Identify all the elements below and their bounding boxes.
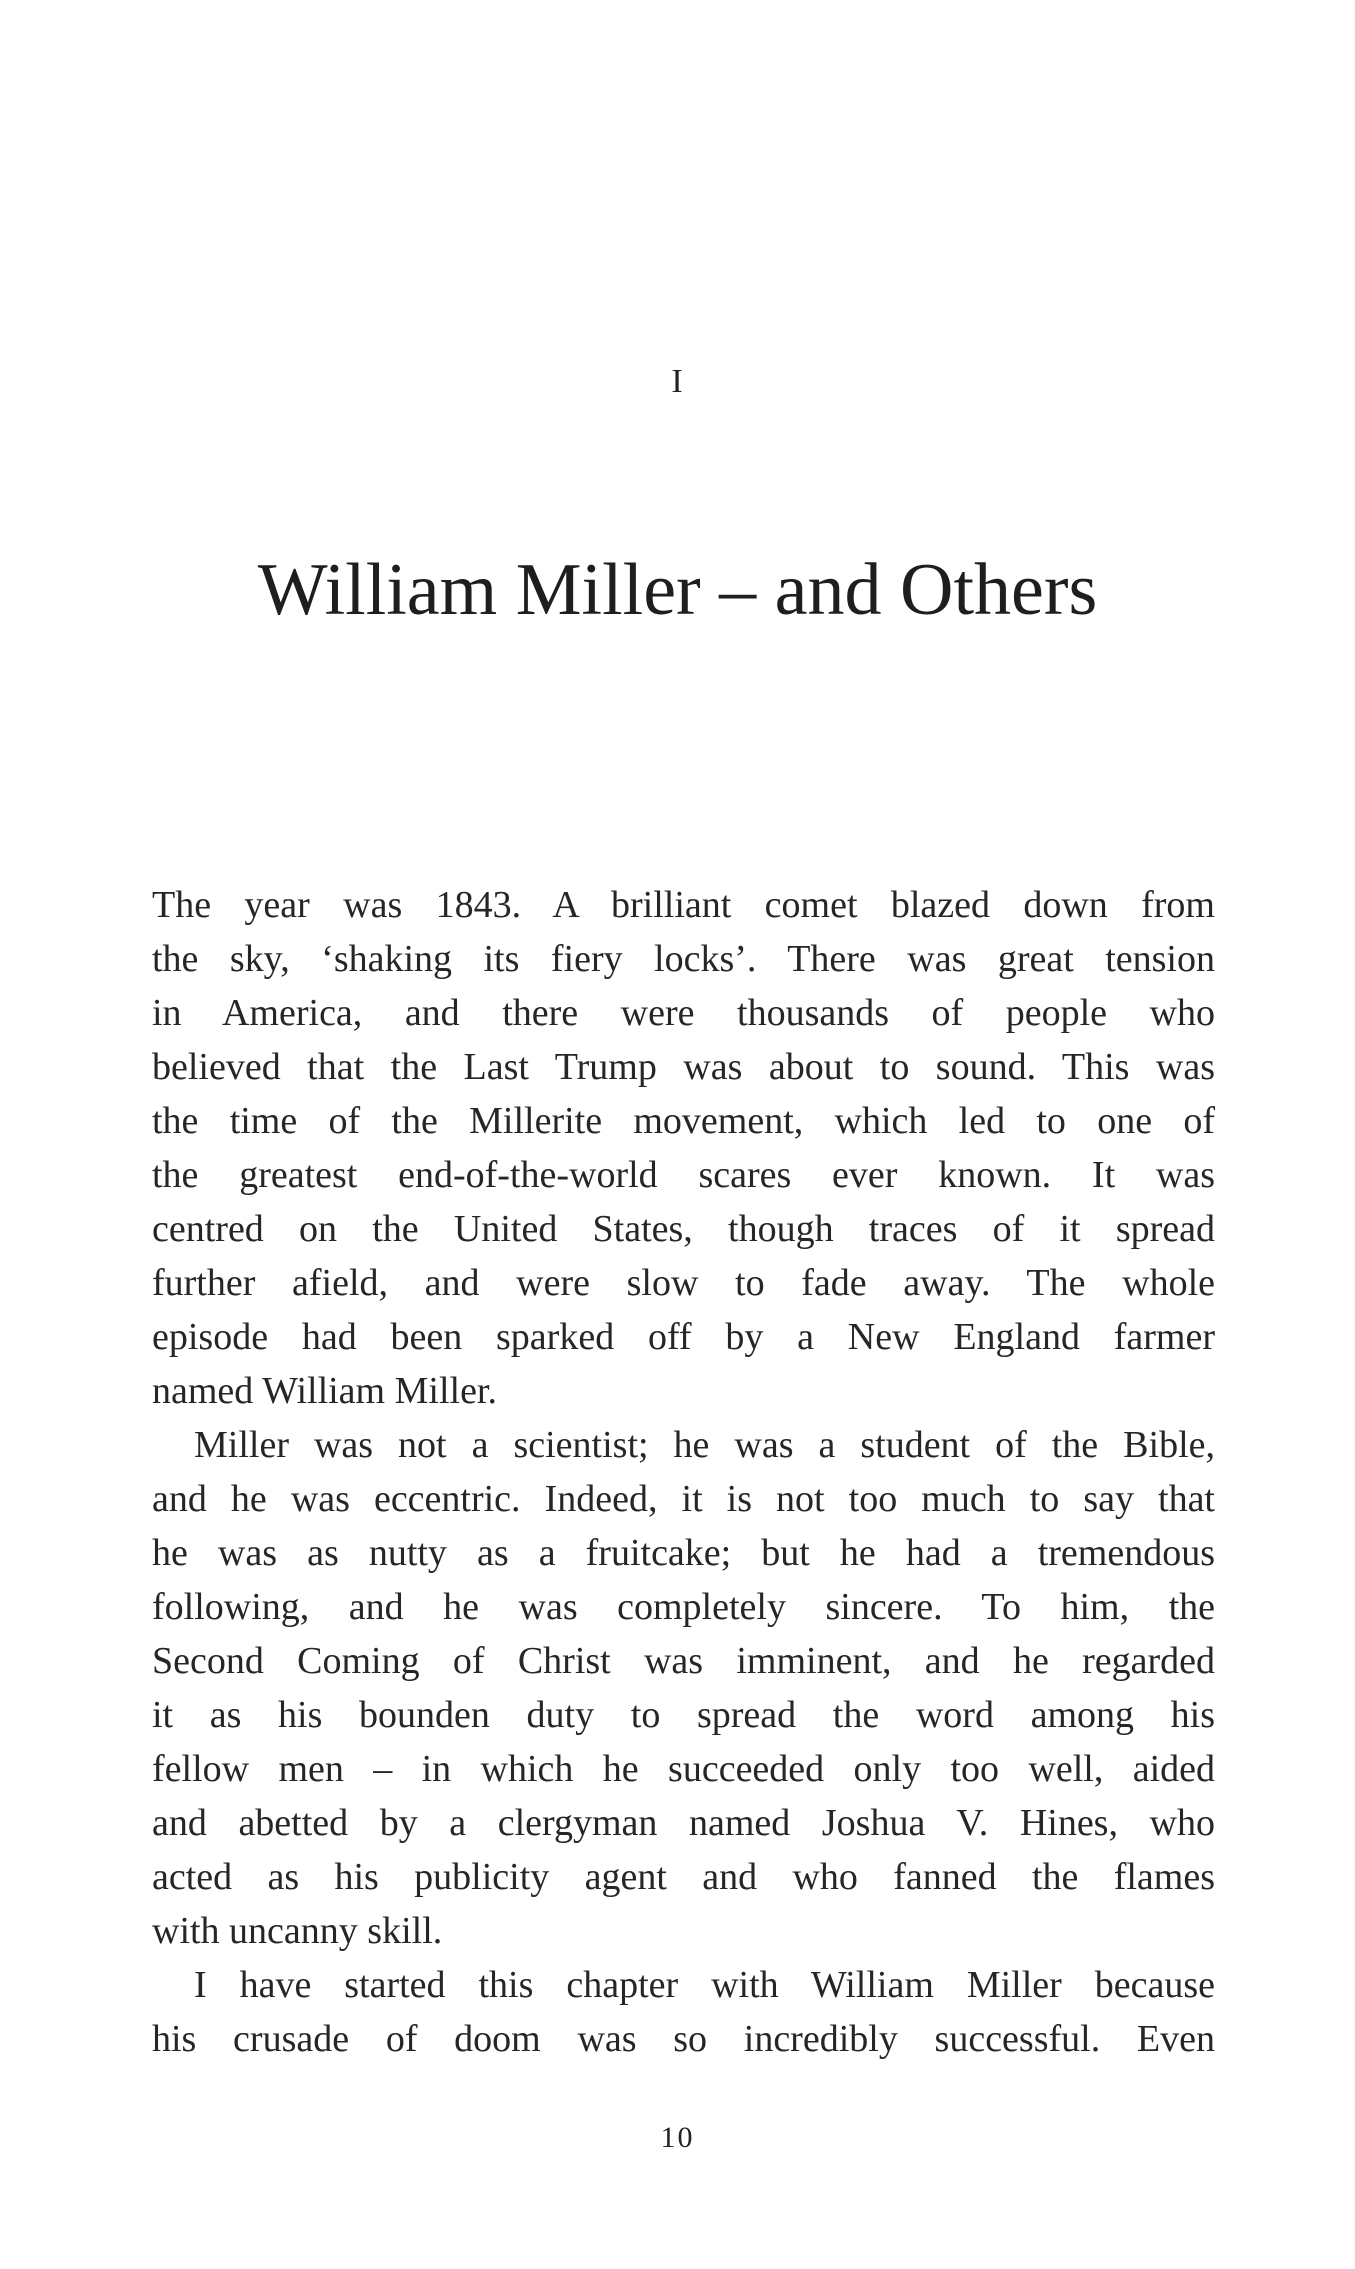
text-line: centred on the United States, though traces of it spread [152,1208,1215,1250]
text-line: and abetted by a clergyman named Joshua V. Hines, who [152,1802,1215,1844]
text-line: in America, and there were thousands of people who [152,992,1215,1034]
text-line: episode had been sparked off by a New England farmer [152,1316,1215,1358]
text-line: his crusade of doom was so incredibly successful. Even [152,2018,1215,2060]
text-line: named William Miller. [152,1370,497,1412]
text-line: I have started this chapter with William Miller because [194,1964,1215,2006]
page-number: 10 [660,2121,695,2154]
chapter-number: I [671,363,684,400]
chapter-title: William Miller – and Others [257,549,1098,631]
text-line: the sky, ‘shaking its fiery locks’. There was great tension [152,938,1215,980]
text-line: the time of the Millerite movement, which led to one of [152,1100,1215,1142]
text-line: he was as nutty as a fruitcake; but he had a tremendous [152,1532,1215,1574]
text-line: and he was eccentric. Indeed, it is not too much to say that [152,1478,1215,1520]
text-line: Miller was not a scientist; he was a student of the Bible, [194,1424,1215,1466]
text-line: The year was 1843. A brilliant comet blazed down from [152,884,1215,926]
text-line: Second Coming of Christ was imminent, and he regarded [152,1640,1215,1682]
text-line: believed that the Last Trump was about to sound. This was [152,1046,1215,1088]
text-line: it as his bounden duty to spread the word among his [152,1694,1215,1736]
text-line: the greatest end-of-the-world scares ever known. It was [152,1154,1215,1196]
text-line: fellow men – in which he succeeded only too well, aided [152,1748,1215,1790]
text-line: with uncanny skill. [152,1910,443,1952]
text-line: acted as his publicity agent and who fanned the flames [152,1856,1215,1898]
text-line: further afield, and were slow to fade away. The whole [152,1262,1215,1304]
body-text [152,878,1215,2066]
text-line: following, and he was completely sincere. To him, the [152,1586,1215,1628]
